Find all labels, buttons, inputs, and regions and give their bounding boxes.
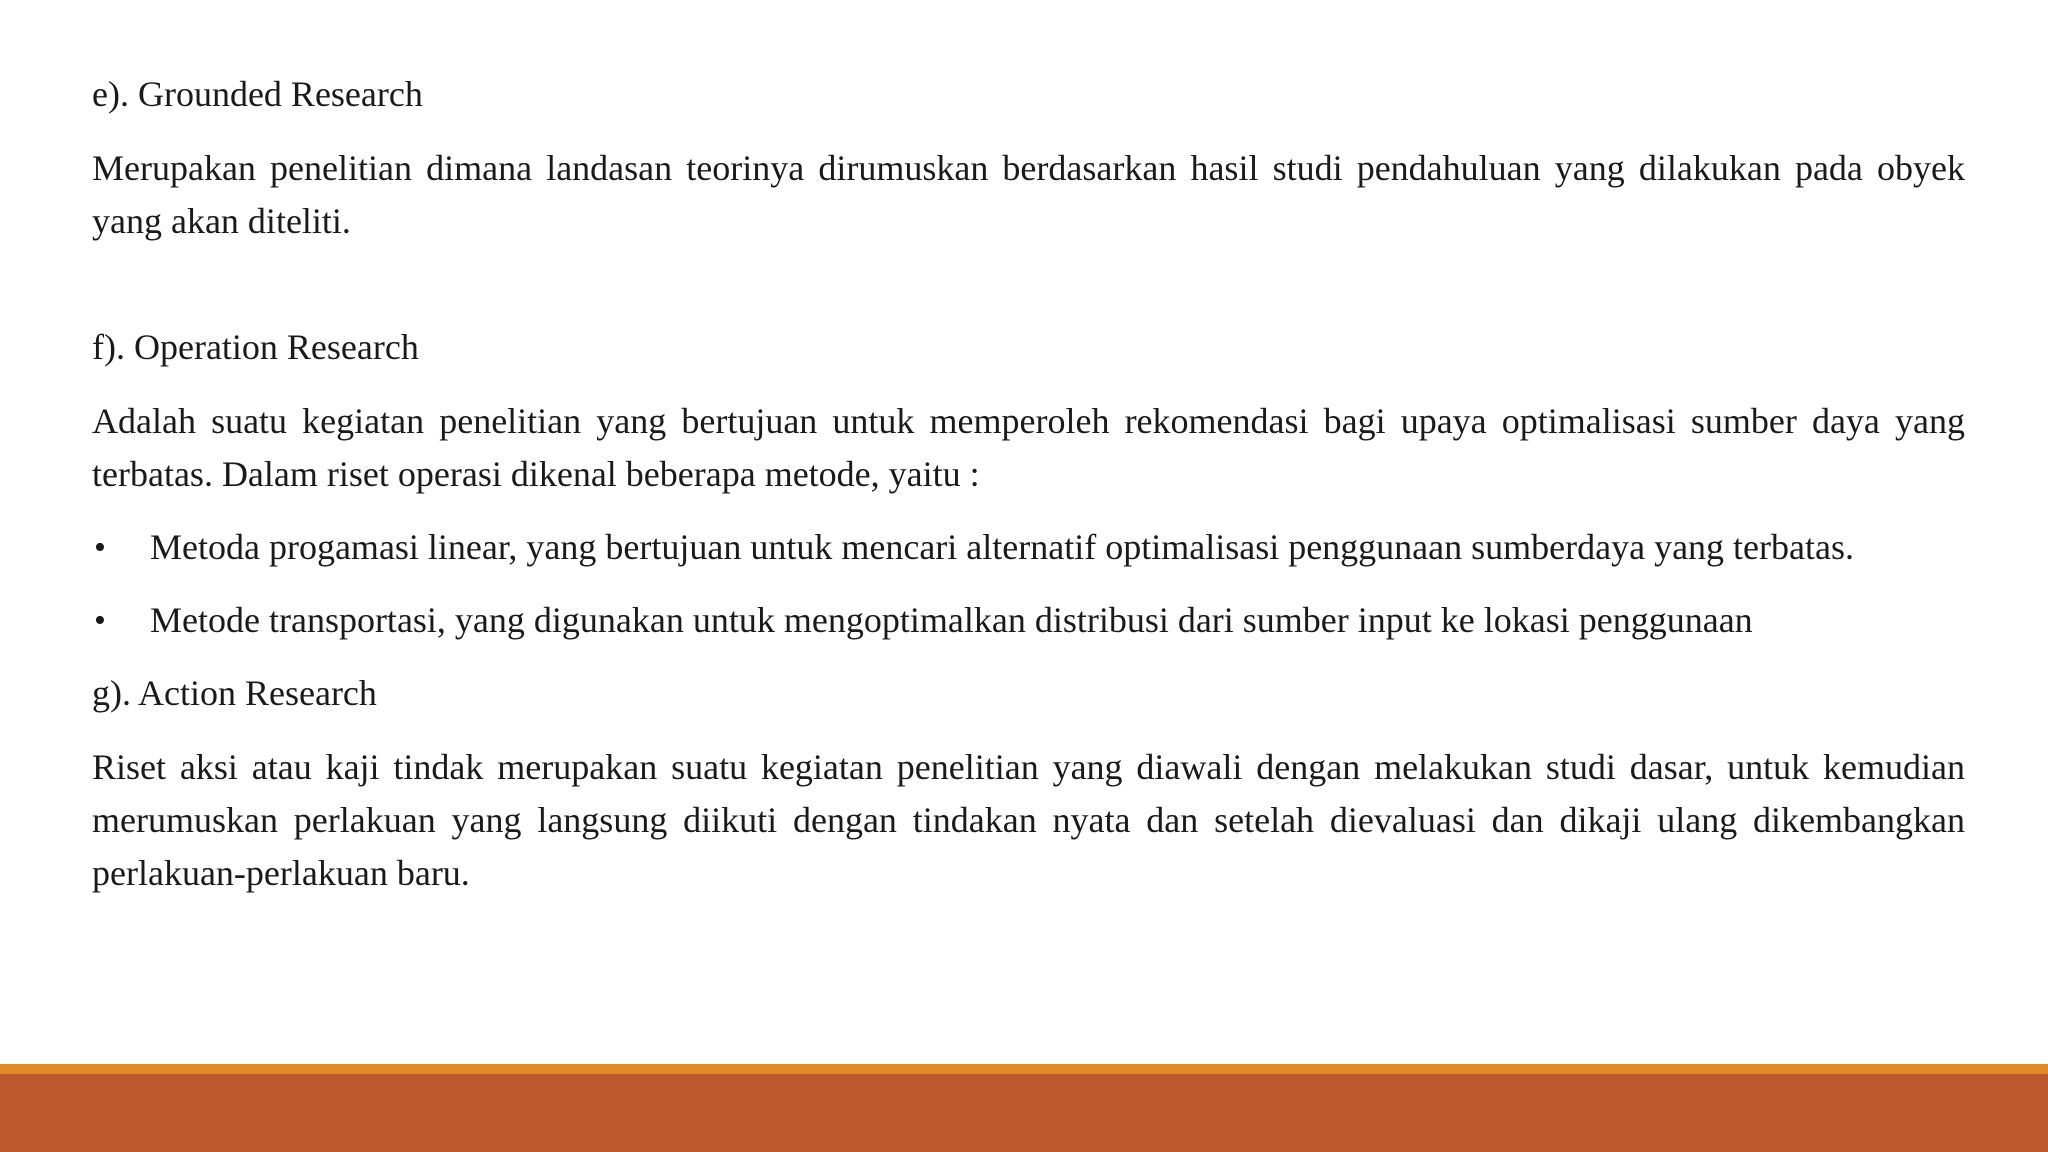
- section-paragraph-action-research: Riset aksi atau kaji tindak merupakan suatu kegiatan penelitian yang diawali dengan melakukan studi dasar, untuk kemudian merumuskan perlakuan yang langsung diikuti dengan tindakan nyata dan setelah dievaluasi dan dikaji ulang dikembangkan perlakuan-perlakuan baru.: [92, 747, 1965, 893]
- section-heading-grounded-research: e). Grounded Research: [92, 74, 423, 114]
- section-paragraph-operation-research: Adalah suatu kegiatan penelitian yang bertujuan untuk memperoleh rekomendasi bagi upaya optimalisasi sumber daya yang terbatas. Dalam riset operasi dikenal beberapa metode, yaitu :: [92, 401, 1965, 494]
- section-paragraph-grounded-research: Merupakan penelitian dimana landasan teorinya dirumuskan berdasarkan hasil studi pendahuluan yang dilakukan pada obyek yang akan diteliti.: [92, 148, 1965, 241]
- section-heading-action-research: g). Action Research: [92, 673, 377, 713]
- section-heading-operation-research: f). Operation Research: [92, 327, 419, 367]
- bullet-icon: •: [94, 602, 106, 639]
- footer-accent-line: [0, 1064, 2048, 1074]
- slide-content: [92, 68, 1965, 900]
- list-item-text: Metoda progamasi linear, yang bertujuan untuk mencari alternatif optimalisasi penggunaan sumberdaya yang terbatas.: [150, 527, 1854, 567]
- list-item-text: Metode transportasi, yang digunakan untuk mengoptimalkan distribusi dari sumber input ke lokasi penggunaan: [150, 600, 1753, 640]
- footer-bar: [0, 1074, 2048, 1152]
- list-item: [92, 521, 1965, 574]
- operation-research-methods-list: [92, 521, 1965, 647]
- list-item: [92, 594, 1965, 647]
- bullet-icon: •: [94, 529, 106, 566]
